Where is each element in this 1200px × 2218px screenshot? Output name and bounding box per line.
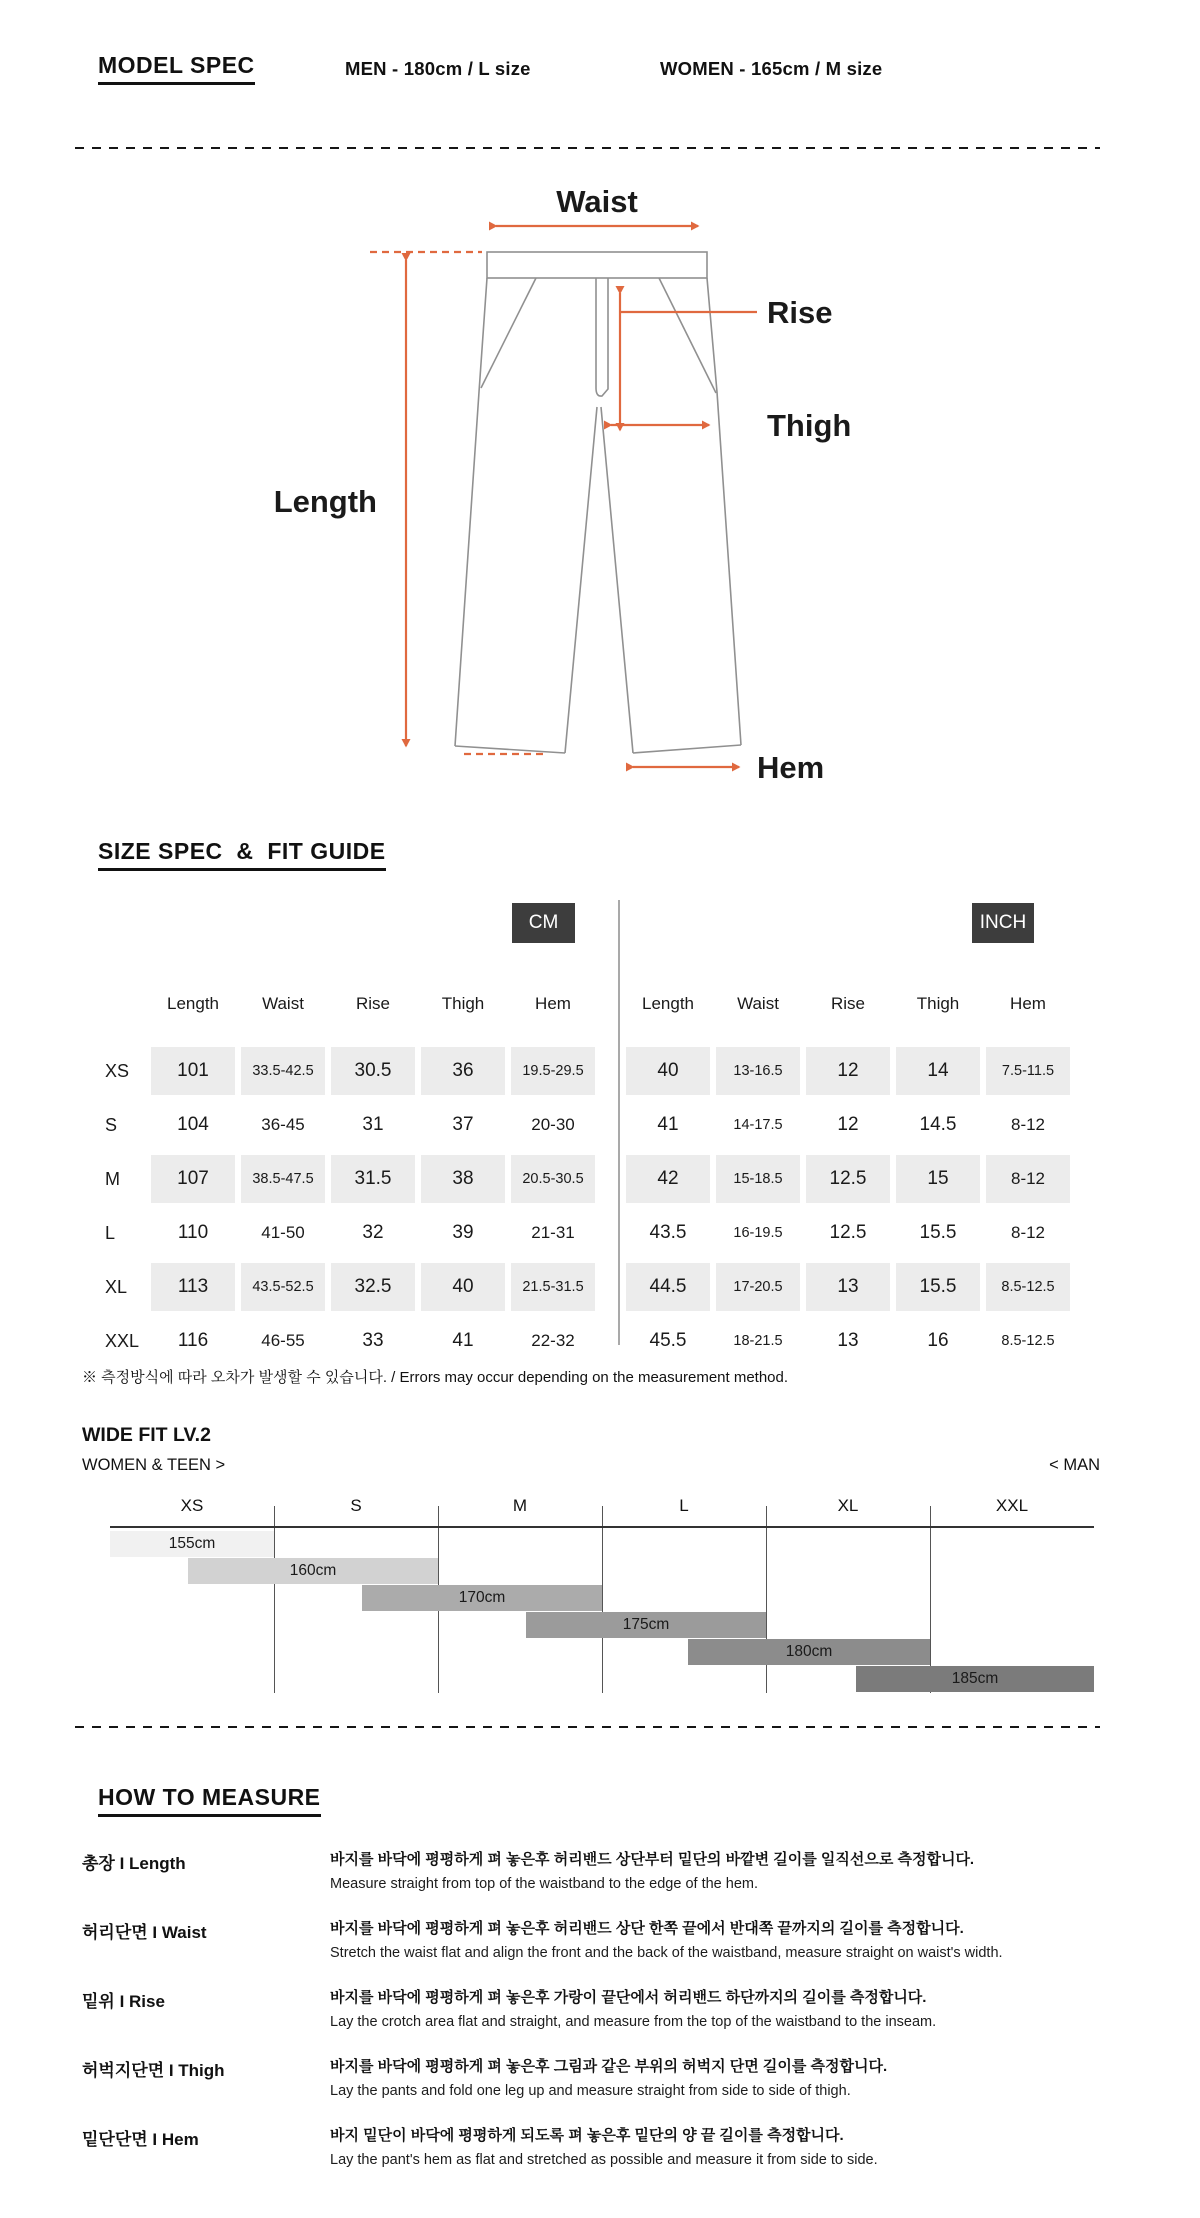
rise-label: Rise [767, 295, 833, 330]
length-label: Length [273, 484, 377, 519]
corner-cell [100, 990, 148, 1018]
inch-cell: 43.5 [649, 1222, 687, 1243]
measure-item-label: 밑위 I Rise [82, 1992, 165, 2011]
measure-item-waist [82, 1917, 1112, 1965]
inch-cell: 16-19.5 [733, 1225, 783, 1241]
measure-item-desc [330, 1848, 974, 1896]
measure-desc-en: Lay the crotch area flat and straight, and measure from the top of the waistband to the inseam. [330, 2014, 937, 2030]
cm-size-table [100, 990, 598, 1368]
inch-cell: 8.5-12.5 [983, 1260, 1073, 1314]
size-row-label: XXL [105, 1330, 140, 1351]
fit-size-xl: XL [837, 1496, 859, 1515]
cm-cell: 39 [452, 1222, 474, 1243]
cm-cell: 38 [418, 1152, 508, 1206]
measure-item-label: 총장 I Length [82, 1854, 186, 1873]
cm-cell: 33 [362, 1330, 384, 1351]
inch-col-thigh: Thigh [916, 994, 960, 1013]
fit-bar-175cm: 175cm [526, 1612, 766, 1638]
fit-column-divider [602, 1506, 603, 1693]
inch-cell: 12 [837, 1114, 859, 1135]
inch-cell: 12.5 [829, 1222, 867, 1243]
how-to-measure-title: HOW TO MEASURE [98, 1784, 321, 1817]
inch-cell: 45.5 [649, 1330, 687, 1351]
cm-cell: 21-31 [531, 1223, 575, 1242]
inch-cell: 12.5 [803, 1152, 893, 1206]
fit-column-divider [930, 1506, 931, 1693]
inch-cell: 8.5-12.5 [1001, 1333, 1055, 1349]
how-to-measure-list [82, 1848, 1112, 2193]
pants-outline [455, 252, 741, 753]
measure-item-desc [330, 2124, 878, 2172]
measure-item-length [82, 1848, 1112, 1896]
cm-cell: 43.5-52.5 [238, 1260, 328, 1314]
measure-desc-kr: 바지를 바닥에 평평하게 펴 놓은후 그림과 같은 부위의 허벅지 단면 길이를 측정합니다. [330, 2058, 888, 2075]
cm-cell: 36 [418, 1044, 508, 1098]
fit-size-xxl: XXL [995, 1496, 1029, 1515]
inch-cell: 40 [623, 1044, 713, 1098]
cm-cell: 46-55 [261, 1331, 305, 1350]
fit-size-m: M [512, 1496, 528, 1515]
size-row-label: XS [105, 1060, 130, 1081]
fit-size-xs: XS [180, 1496, 204, 1515]
measure-item-hem [82, 2124, 1112, 2172]
cm-cell: 21.5-31.5 [508, 1260, 598, 1314]
inch-size-table [623, 990, 1073, 1368]
size-row-label: M [105, 1168, 120, 1189]
cm-cell: 116 [177, 1330, 209, 1351]
cm-cell: 32 [362, 1222, 384, 1243]
measure-item-label: 밑단단면 I Hem [82, 2130, 199, 2149]
measurement-note: ※ 측정방식에 따라 오차가 발생할 수 있습니다. / Errors may occur depending on the measurement method. [82, 1369, 789, 1386]
fit-bar-155cm: 155cm [110, 1531, 274, 1557]
cm-col-rise: Rise [355, 994, 390, 1013]
inch-cell: 42 [623, 1152, 713, 1206]
cm-cell: 110 [177, 1222, 209, 1243]
inch-cell: 17-20.5 [713, 1260, 803, 1314]
inch-cell: 15-18.5 [713, 1152, 803, 1206]
measure-item-desc [330, 1917, 1003, 1965]
dashed-divider-bottom [75, 1726, 1100, 1728]
fit-guide-chart [110, 1496, 1094, 1696]
measure-desc-en: Stretch the waist flat and align the front and the back of the waistband, measure straight on waist's width. [330, 1945, 1003, 1961]
inch-cell: 13-16.5 [713, 1044, 803, 1098]
size-spec-title: SIZE SPEC & FIT GUIDE [98, 838, 386, 871]
cm-cell: 22-32 [531, 1331, 575, 1350]
cm-cell: 107 [148, 1152, 238, 1206]
measure-desc-en: Lay the pant's hem as flat and stretched as possible and measure it from side to side. [330, 2152, 878, 2168]
inch-cell: 14-17.5 [733, 1117, 783, 1133]
inch-cell: 41 [657, 1114, 679, 1135]
inch-cell: 44.5 [623, 1260, 713, 1314]
cm-col-thigh: Thigh [441, 994, 485, 1013]
fit-bar-160cm: 160cm [188, 1558, 438, 1584]
fit-size-l: L [679, 1496, 689, 1515]
inch-cell: 15.5 [919, 1222, 957, 1243]
fit-bar-180cm: 180cm [688, 1639, 930, 1665]
inch-cell: 18-21.5 [733, 1333, 783, 1349]
measure-item-rise [82, 1986, 1112, 2034]
women-model-spec: WOMEN - 165cm / M size [660, 58, 883, 79]
men-model-spec: MEN - 180cm / L size [345, 58, 531, 79]
inch-col-length: Length [642, 994, 694, 1013]
cm-col-length: Length [167, 994, 219, 1013]
measure-item-label: 허벅지단면 I Thigh [82, 2061, 225, 2080]
fit-chart-baseline [110, 1526, 1094, 1528]
cm-cell: 19.5-29.5 [508, 1044, 598, 1098]
measure-item-thigh [82, 2055, 1112, 2103]
thigh-label: Thigh [767, 408, 852, 443]
inch-cell: 7.5-11.5 [983, 1044, 1073, 1098]
cm-cell: 40 [418, 1260, 508, 1314]
cm-cell: 20-30 [531, 1115, 575, 1134]
measure-desc-kr: 바지를 바닥에 평평하게 펴 놓은후 가랑이 끝단에서 허리밴드 하단까지의 길이를 측정합니다. [330, 1989, 927, 2006]
cm-cell: 41-50 [261, 1223, 305, 1242]
cm-cell: 41 [452, 1330, 474, 1351]
cm-col-hem: Hem [535, 994, 571, 1013]
cm-cell: 31 [362, 1114, 384, 1135]
fit-guide-man-link[interactable]: < MAN [1049, 1456, 1100, 1474]
fit-bar-185cm: 185cm [856, 1666, 1094, 1692]
waist-label: Waist [556, 184, 638, 219]
inch-cell: 12 [803, 1044, 893, 1098]
measure-desc-kr: 바지 밑단이 바닥에 평평하게 되도록 펴 놓은후 밑단의 양 끝 길이를 측정합니다. [330, 2127, 844, 2144]
inch-cell: 13 [803, 1260, 893, 1314]
cm-cell: 38.5-47.5 [238, 1152, 328, 1206]
measure-item-label: 허리단면 I Waist [82, 1923, 207, 1942]
cm-unit-badge: CM [512, 903, 575, 943]
inch-cell: 14.5 [919, 1114, 957, 1135]
cm-cell: 36-45 [261, 1115, 305, 1134]
inch-cell: 15.5 [893, 1260, 983, 1314]
size-row-label: XL [105, 1276, 128, 1297]
pants-measure-diagram [75, 160, 1110, 820]
measure-desc-en: Measure straight from top of the waistband to the edge of the hem. [330, 1876, 758, 1892]
cm-cell: 37 [452, 1114, 474, 1135]
fit-size-s: S [350, 1496, 362, 1515]
measure-desc-kr: 바지를 바닥에 평평하게 펴 놓은후 허리밴드 상단 한쪽 끝에서 반대쪽 끝까지의 길이를 측정합니다. [330, 1920, 964, 1937]
size-row-label: S [105, 1114, 118, 1135]
measure-item-desc [330, 1986, 936, 2034]
inch-col-rise: Rise [830, 994, 865, 1013]
fit-column-divider [274, 1506, 275, 1693]
cm-cell: 20.5-30.5 [508, 1152, 598, 1206]
cm-cell: 30.5 [328, 1044, 418, 1098]
inch-col-hem: Hem [1010, 994, 1046, 1013]
cm-col-waist: Waist [262, 994, 304, 1013]
inch-col-waist: Waist [737, 994, 779, 1013]
dashed-divider-top [75, 147, 1100, 149]
measure-desc-en: Lay the pants and fold one leg up and measure straight from side to side of thigh. [330, 2083, 851, 2099]
inch-cell: 8-12 [1010, 1115, 1046, 1134]
fit-bar-170cm: 170cm [362, 1585, 602, 1611]
fit-guide-title: WIDE FIT LV.2 [82, 1424, 211, 1446]
inch-cell: 14 [893, 1044, 983, 1098]
cm-cell: 32.5 [328, 1260, 418, 1314]
measure-desc-kr: 바지를 바닥에 평평하게 펴 놓은후 허리밴드 상단부터 밑단의 바깥변 길이를 일직선으로 측정합니다. [330, 1851, 975, 1868]
inch-cell: 15 [893, 1152, 983, 1206]
cm-cell: 113 [148, 1260, 238, 1314]
inch-cell: 13 [837, 1330, 859, 1351]
size-row-label: L [105, 1222, 116, 1243]
fit-guide-women-teen-link[interactable]: WOMEN & TEEN > [82, 1456, 226, 1474]
cm-cell: 104 [177, 1114, 209, 1135]
table-divider-line [618, 900, 620, 1345]
inch-cell: 8-12 [983, 1152, 1073, 1206]
inch-cell: 16 [927, 1330, 949, 1351]
measure-item-desc [330, 2055, 887, 2103]
cm-cell: 31.5 [328, 1152, 418, 1206]
inch-unit-badge: INCH [972, 903, 1034, 943]
inch-cell: 8-12 [1010, 1223, 1046, 1242]
hem-label: Hem [757, 750, 825, 785]
model-spec-title: MODEL SPEC [98, 52, 255, 85]
cm-cell: 101 [148, 1044, 238, 1098]
cm-cell: 33.5-42.5 [238, 1044, 328, 1098]
